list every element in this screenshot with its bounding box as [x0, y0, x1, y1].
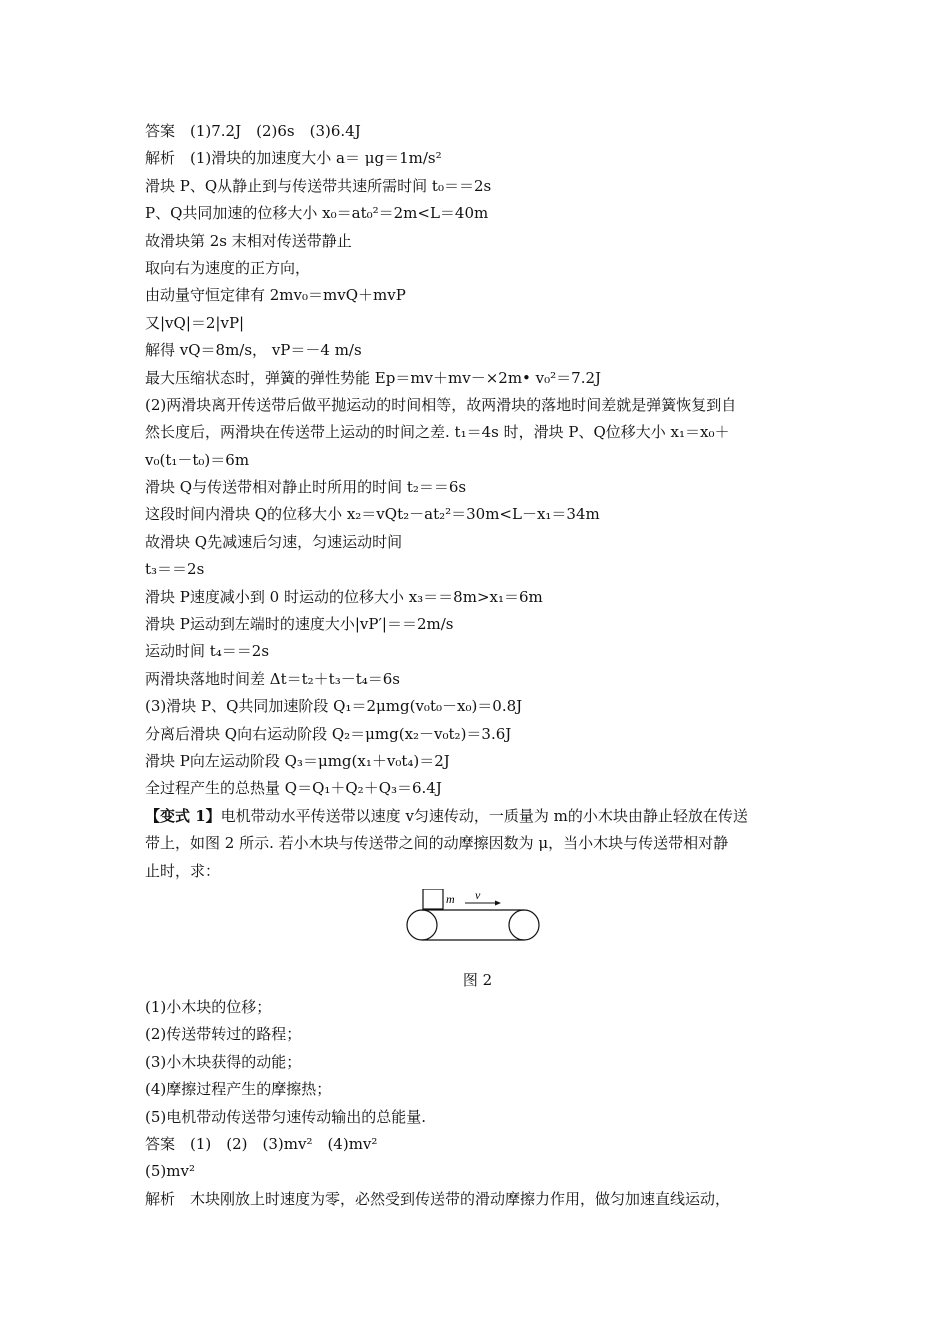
text-line: v₀(t₁－t₀)＝6m: [145, 450, 250, 469]
document-page: [145, 118, 810, 1213]
answer-line: (5)mv²: [145, 1162, 195, 1181]
question-item: (4)摩擦过程产生的摩擦热；: [145, 1080, 332, 1099]
text-line: 滑块 P速度减小到 0 时运动的位移大小 x₃＝＝8m>x₁＝6m: [145, 587, 543, 606]
text-line: 故滑块 Q先减速后匀速，匀速运动时间: [145, 532, 403, 551]
text-line: 分离后滑块 Q向右运动阶段 Q₂＝μmg(x₂－v₀t₂)＝3.6J: [145, 724, 512, 743]
variant-line-2: 带上，如图 2 所示. 若小木块与传送带之间的动摩擦因数为 μ，当小木块与传送带相对静: [145, 834, 729, 853]
answer-line: 答案 (1)7.2J (2)6s (3)6.4J: [145, 122, 361, 140]
figure-caption: 图 2: [462, 970, 493, 989]
text-line: P、Q共同加速的位移大小 x₀＝at₀²＝2m<L＝40m: [145, 204, 489, 223]
text-line: 滑块 P运动到左端时的速度大小|vP′|＝＝2m/s: [145, 615, 454, 634]
text-line: 最大压缩状态时，弹簧的弹性势能 Ep＝mv＋mv－×2m• v₀²＝7.2J: [145, 368, 602, 387]
text-line: 两滑块落地时间差 Δt＝t₂＋t₃－t₄＝6s: [145, 669, 400, 688]
text-line: 运动时间 t₄＝＝2s: [145, 642, 270, 661]
question-item: (5)电机带动传送带匀速传动输出的总能量.: [145, 1107, 427, 1126]
question-item: (2)传送带转过的路程；: [145, 1025, 302, 1044]
text-line: (3)滑块 P、Q共同加速阶段 Q₁＝2μmg(v₀t₀－x₀)＝0.8J: [145, 697, 523, 716]
answer-line: 答案 (1) (2) (3)mv² (4)mv²: [145, 1134, 378, 1153]
variant-text: 电机带动水平传送带以速度 v匀速传动，一质量为 m的小木块由静止轻放在传送: [220, 806, 748, 825]
variant-line-3: 止时，求：: [145, 861, 221, 880]
velocity-label: v: [475, 888, 481, 902]
conveyor-figure: [145, 889, 810, 967]
text-line: 滑块 P、Q从静止到与传送带共速所需时间 t₀＝＝2s: [145, 176, 492, 195]
text-line: 由动量守恒定律有 2mv₀＝mvQ＋mvP: [145, 286, 406, 305]
analysis-line: 解析 木块刚放上时速度为零，必然受到传送带的滑动摩擦力作用，做匀加速直线运动，: [145, 1189, 731, 1208]
question-item: (3)小木块获得的动能；: [145, 1052, 302, 1071]
text-line: 故滑块第 2s 末相对传送带静止: [145, 231, 352, 250]
text-line: 滑块 P向左运动阶段 Q₃＝μmg(x₁＋v₀t₄)＝2J: [145, 751, 450, 770]
conveyor-belt-diagram: [405, 889, 545, 965]
block-mass-label: m: [446, 891, 455, 906]
velocity-arrowhead: [495, 900, 501, 905]
text-line: 又|vQ|＝2|vP|: [145, 313, 245, 332]
variant-tag: 【变式 1】: [145, 806, 221, 825]
text-line: 取向右为速度的正方向，: [145, 258, 311, 277]
question-item: (1)小木块的位移；: [145, 997, 272, 1016]
text-line: 滑块 Q与传送带相对静止时所用的时间 t₂＝＝6s: [145, 478, 467, 497]
text-line: 解得 vQ＝8m/s， vP＝－4 m/s: [145, 341, 362, 360]
text-line: 这段时间内滑块 Q的位移大小 x₂＝vQt₂－at₂²＝30m<L－x₁＝34m: [145, 505, 600, 524]
wood-block: [423, 889, 443, 909]
text-line: 全过程产生的总热量 Q＝Q₁＋Q₂＋Q₃＝6.4J: [145, 779, 442, 798]
right-pulley: [509, 910, 539, 940]
text-line: (2)两滑块离开传送带后做平抛运动的时间相等，故两滑块的落地时间差就是弹簧恢复到自: [145, 395, 737, 414]
left-pulley: [407, 910, 437, 940]
variant-line-1: [145, 803, 810, 830]
text-line: 然长度后，两滑块在传送带上运动的时间之差. t₁＝4s 时，滑块 P、Q位移大小 x₁＝x₀＋: [145, 423, 730, 442]
analysis-line: 解析 (1)滑块的加速度大小 a＝ μg＝1m/s²: [145, 149, 442, 168]
text-line: t₃＝＝2s: [145, 560, 205, 579]
